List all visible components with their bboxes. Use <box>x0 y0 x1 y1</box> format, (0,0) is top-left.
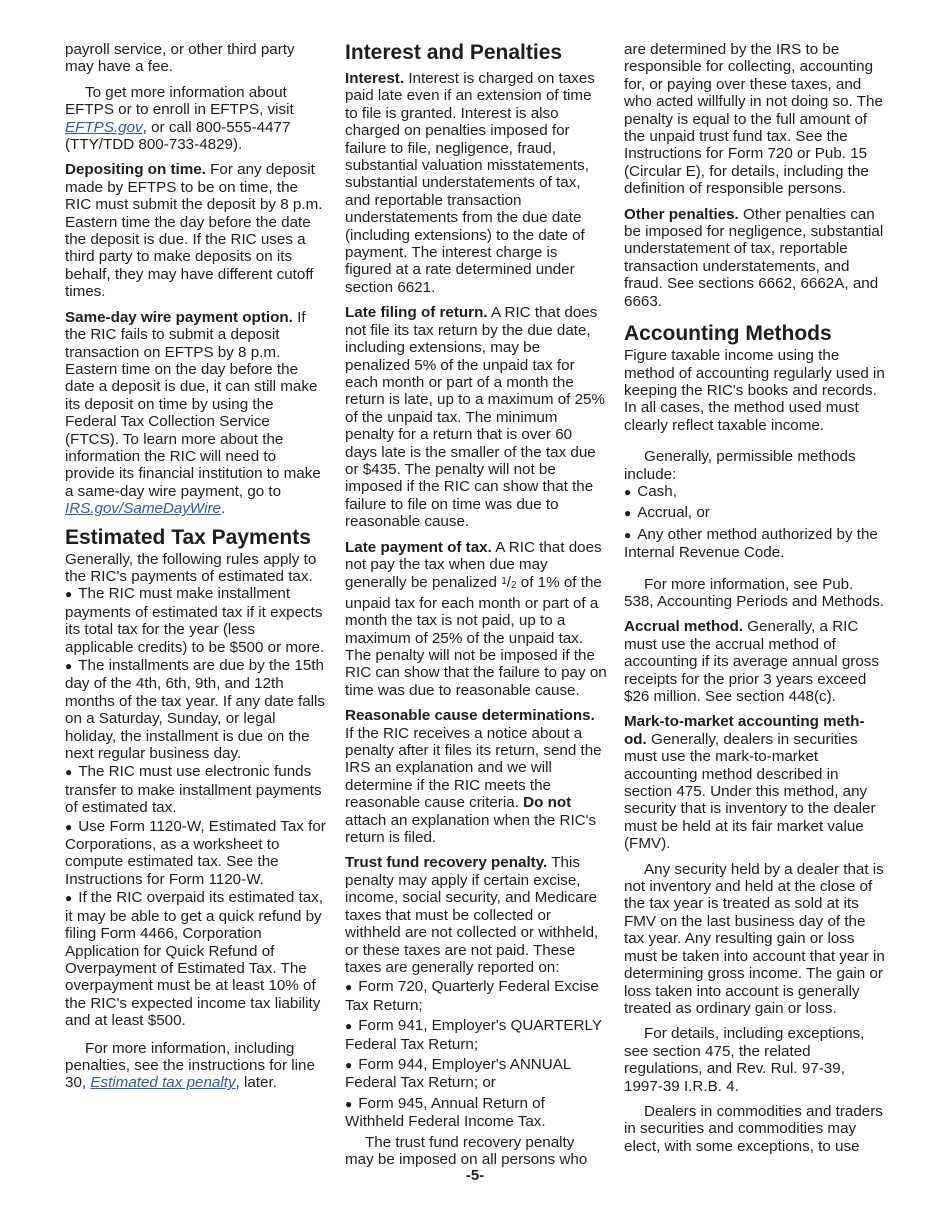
list-item-text: Use Form 1120-W, Estimated Tax for Corporations, as a worksheet to compute estimated tax. See the Instructions for Form 1120-W. <box>65 817 326 888</box>
estimated-tax-penalty-link[interactable]: Estimated tax penalty <box>90 1074 236 1092</box>
text-fragment: A RIC that does not pay the tax when due may generally be penalized <box>345 538 602 592</box>
run-in-heading: Late filing of return. <box>345 304 488 322</box>
bullet-icon: ● <box>65 587 73 602</box>
text-fragment: Interest is charged on taxes paid late even if an extension of time to file is granted. Interest is also charged on penalties imposed for failure to file, negligence, fraud, substantial valuation misstatements, substantial understatements of tax, and reportable transaction understatements from the due date (including extensions) to the date of payment. The interest charge is figured at a rate determined under section 6621. <box>345 70 595 296</box>
paragraph-accounting-intro: Figure taxable income using the method of accounting regularly used in keeping the RIC's books and records. In all cases, the method used must clearly reflect taxable income. <box>624 347 885 434</box>
list-item <box>345 1017 607 1053</box>
list-item-text: Any other method authorized by the Internal Revenue Code. <box>624 525 878 562</box>
text-fragment: Generally, a RIC must use the accrual method of accounting if its average annual gross receipts for the prior 3 years exceed $26 million. See section 448(c). <box>624 618 879 705</box>
paragraph-continued: payroll service, or other third party may have a fee. <box>65 41 295 76</box>
fraction-denominator: 2 <box>511 580 517 592</box>
bullet-icon: ● <box>345 1057 353 1072</box>
text-fragment: If the RIC receives a notice about a penalty after it files its return, send the IRS an explanation and we will determine if the RIC meets the reasonable cause criteria. <box>345 724 602 812</box>
paragraph-security-held: Any security held by a dealer that is not inventory and held at the close of the tax year is treated as sold at its FMV on the last business day of the tax year. Any resulting gain or loss must be taken into account that year in determining gross income. The gain or loss taken into account is generally treated as ordinary gain or loss. <box>624 860 885 1017</box>
list-item-text: Form 720, Quarterly Federal Excise Tax Return; <box>345 978 599 1014</box>
list-item-text: If the RIC overpaid its estimated tax, it may be able to get a quick refund by filing Form 4466, Corporation Application for Quick Refund of Overpayment of Estimated Tax. The overpayment must be at least 10% of the RIC's expected income tax liability and at least $500. <box>65 889 324 1030</box>
paragraph-continued: are determined by the IRS to be responsible for collecting, accounting for, or paying over these taxes, and who acted willfully in not doing so. The penalty is equal to the full amount of the unpaid trust fund tax. See the Instructions for Form 720 or Pub. 15 (Circular E), for details, including the definition of responsible persons. <box>624 41 883 198</box>
text-fragment: , or call 800-555-4477 (TTY/TDD 800-733-4829). <box>65 118 291 154</box>
text-fragment: Other penalties can be imposed for negligence, substantial understatement of tax, reportable transaction understatements, and fraud. See sections 6662, 6662A, and 6663. <box>624 205 884 310</box>
paragraph-other-penalties <box>624 206 886 310</box>
paragraph-late-payment: Late payment of tax. A RIC that does not pay the tax when due may generally be penalized 1/2 of 1% of the unpaid tax for each month or part of a month the tax is not paid, up to a maximum of 25% of the unpaid tax. The penalty will not be imposed if the RIC can show that the failure to pay on time was due to reasonable cause. <box>345 538 607 699</box>
list-item-text: Accrual, or <box>637 504 710 522</box>
text-fragment: For any deposit made by EFTPS to be on time, the RIC must submit the deposit by 8 p.m. Eastern time the day before the date the deposit is due. If the RIC uses a third party to make deposits on its behalf, they may have different cutoff times. <box>65 161 323 301</box>
run-in-heading: Reasonable cause determinations. <box>345 707 595 725</box>
text-fragment: This penalty may apply if certain excise, income, social security, and Medicare taxes that must be collected or withheld are not collected or withheld, or these taxes are not paid. These taxes are generally reported on: <box>345 854 599 976</box>
bullet-icon: ● <box>345 980 353 995</box>
column-2 <box>345 41 607 1176</box>
text-fragment: , later. <box>235 1074 277 1092</box>
section-heading-interest-penalties: Interest and Penalties <box>345 41 563 64</box>
text-fragment: For more information, including penalties, see the instructions for line 30, <box>65 1039 315 1092</box>
paragraph-dealers: Dealers in commodities and traders in securities and commodities may elect, with some exceptions, to use <box>624 1102 883 1155</box>
estimated-tax-list <box>65 585 327 1029</box>
list-item <box>65 657 327 762</box>
methods-list <box>624 483 886 562</box>
bullet-icon: ● <box>345 1019 353 1034</box>
run-in-heading: Accrual method. <box>624 618 743 636</box>
paragraph-trust-fund-continued: The trust fund recovery penalty may be imposed on all persons who <box>345 1133 588 1168</box>
column-1 <box>65 41 327 1100</box>
paragraph-depositing <box>65 161 327 300</box>
run-in-heading: Same-day wire payment option. <box>65 308 293 326</box>
paragraph-reasonable-cause <box>345 707 607 846</box>
list-item <box>624 526 886 562</box>
list-item <box>65 763 327 816</box>
list-item-text: The RIC must make installment payments of estimated tax if it expects its total tax for the year (less applicable credits) to be $500 or more. <box>65 585 325 656</box>
paragraph-permissible: Generally, permissible methods include: <box>624 448 856 483</box>
paragraph-late-filing <box>345 304 607 530</box>
section-heading-estimated-tax: Estimated Tax Payments <box>65 525 311 549</box>
text-fragment: A RIC that does not file its tax return by the due date, including extensions, may be penalized 5% of the unpaid tax for each month or part of a month the return is late, up to a maximum of 25% of the unpaid tax. The minimum penalty for a return that is over 60 days late is the smaller of the tax due or $435. The penalty will not be imposed if the RIC can show that the failure to file on time was due to reasonable cause. <box>345 304 605 531</box>
run-in-heading: Late payment of tax. <box>345 538 492 556</box>
page-number: -5- <box>465 1167 485 1184</box>
paragraph-interest <box>345 70 607 296</box>
bullet-icon: ● <box>65 819 73 834</box>
paragraph-eftps-info <box>65 84 327 154</box>
list-item <box>345 978 607 1014</box>
fraction-numerator: 1 <box>501 576 507 588</box>
bullet-icon: ● <box>345 1096 353 1111</box>
paragraph-est-intro: Generally, the following rules apply to the RIC's payments of estimated tax. <box>65 550 317 585</box>
run-in-heading: Depositing on time. <box>65 161 206 179</box>
list-item <box>624 504 886 522</box>
paragraph-mark-to-market <box>624 713 886 852</box>
paragraph-details: For details, including exceptions, see section 475, the related regulations, and Rev. Rul. 97-39, 1997-39 I.R.B. 4. <box>624 1025 865 1095</box>
list-item-text: Form 941, Employer's QUARTERLY Federal Tax Return; <box>345 1017 602 1053</box>
run-in-heading: Trust fund recovery penalty. <box>345 854 548 872</box>
text-fragment: of 1% of the unpaid tax for each month or part of a month the tax is not paid, up to a maximum of 25% of the unpaid tax. The penalty will not be imposed if the RIC can show that the failure to pay on time was due to reasonable cause. <box>345 574 607 699</box>
list-item <box>345 1095 607 1131</box>
run-in-heading: Other penalties. <box>624 205 739 223</box>
list-item <box>345 1056 607 1092</box>
list-item-text: Form 945, Annual Return of Withheld Federal Income Tax. <box>345 1094 546 1131</box>
paragraph-trust-fund <box>345 854 607 976</box>
list-item-text: The RIC must use electronic funds transfer to make installment payments of estimated tax. <box>65 763 322 817</box>
text-fragment: . <box>221 500 226 518</box>
list-item-text: Form 944, Employer's ANNUAL Federal Tax Return; or <box>345 1055 571 1092</box>
sameday-wire-link[interactable]: IRS.gov/SameDayWire <box>65 500 222 518</box>
section-heading-accounting-methods: Accounting Methods <box>624 322 832 346</box>
list-item <box>65 818 327 889</box>
bullet-icon: ● <box>65 891 73 906</box>
eftps-link[interactable]: EFTPS.gov <box>65 118 143 136</box>
run-in-heading: Mark-to-market accounting meth-od. <box>624 713 865 748</box>
paragraph-pub538: For more information, see Pub. 538, Accounting Periods and Methods. <box>624 575 885 610</box>
column-3 <box>624 41 886 1163</box>
paragraph-sameday <box>65 309 327 518</box>
text-fragment: To get more information about EFTPS or to enroll in EFTPS, visit <box>65 83 294 119</box>
text-fragment: attach an explanation when the RIC's return is filed. <box>345 811 597 847</box>
bullet-icon: ● <box>624 527 632 542</box>
list-item <box>65 585 327 656</box>
text-fragment: Generally, dealers in securities must use the mark-to-market accounting method described in section 475. Under this method, any security that is inventory to the dealer must be held at its fair market value (FMV). <box>624 730 876 853</box>
list-item <box>65 889 327 1029</box>
list-item-text: Cash, <box>637 482 677 500</box>
paragraph-accrual <box>624 618 886 705</box>
paragraph-more-info <box>65 1040 327 1092</box>
emphasis-text: Do not <box>523 794 572 812</box>
tax-return-list <box>345 978 607 1130</box>
run-in-heading: Interest. <box>345 70 405 87</box>
list-item-text: The installments are due by the 15th day of the 4th, 6th, 9th, and 12th months of the tax year. If any date falls on a Saturday, Sunday, or legal holiday, the installment is due on the next regular business day. <box>65 657 326 763</box>
text-fragment: If the RIC fails to submit a deposit transaction on EFTPS by 8 p.m. Eastern time on the day before the date a deposit is due, it can still make its deposit on time by using the Federal Tax Collection Service (FTCS). To learn more about the information the RIC will need to provide its financial institution to make a same-day wire payment, go to <box>65 308 321 500</box>
bullet-icon: ● <box>624 506 632 521</box>
bullet-icon: ● <box>65 765 73 780</box>
bullet-icon: ● <box>65 659 73 673</box>
list-item <box>624 483 886 501</box>
bullet-icon: ● <box>624 484 632 499</box>
